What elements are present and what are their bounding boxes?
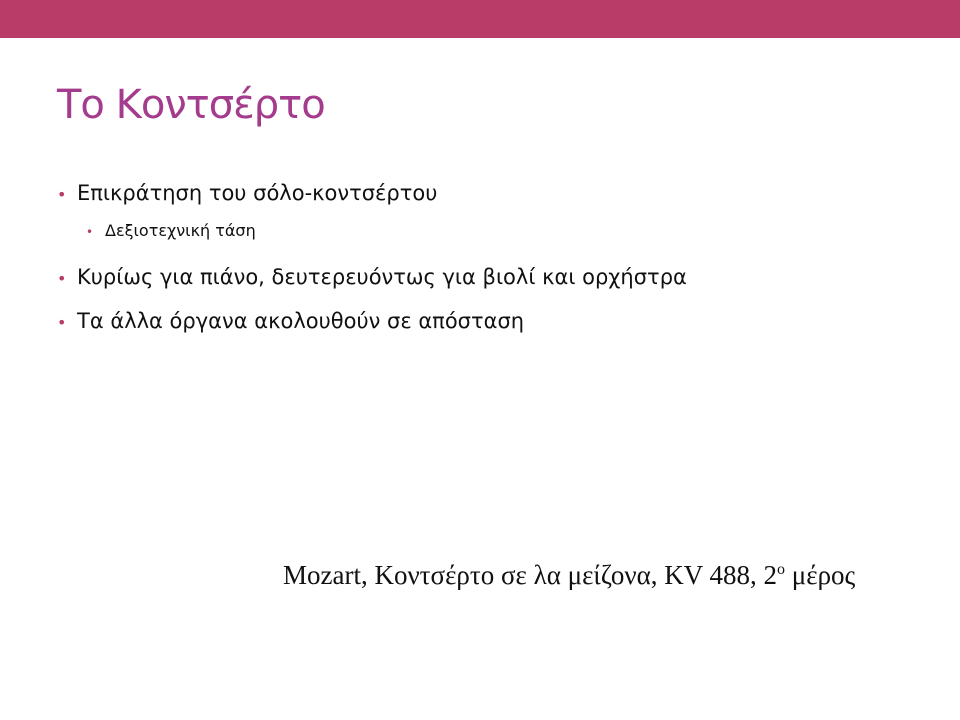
bullet-item: [57, 258, 937, 302]
top-accent-band: [0, 0, 960, 38]
bullet-dot-icon: •: [57, 313, 67, 332]
media-caption: [283, 560, 960, 591]
caption-tail: μέρος: [785, 560, 856, 590]
bullet-text: Κυρίως για πιάνο, δευτερευόντως για βιολί και ορχήστρα: [77, 265, 687, 289]
bullet-list: [57, 174, 937, 346]
bullet-dot-icon: •: [86, 225, 94, 239]
slide-title: Το Κοντσέρτο: [57, 82, 325, 128]
sub-bullet-item: [57, 218, 937, 258]
bullet-item: [57, 174, 937, 218]
caption-main: Mozart, Κοντσέρτο σε λα μείζονα, KV 488, 2: [283, 560, 777, 590]
bullet-item: [57, 302, 937, 346]
sub-bullet-text: Δεξιοτεχνική τάση: [105, 221, 256, 240]
bullet-text: Επικράτηση του σόλο-κοντσέρτου: [77, 181, 438, 205]
bullet-dot-icon: •: [57, 185, 67, 204]
caption-superscript: ο: [777, 561, 785, 578]
bullet-text: Τα άλλα όργανα ακολουθούν σε απόσταση: [77, 309, 525, 333]
bullet-dot-icon: •: [57, 269, 67, 288]
